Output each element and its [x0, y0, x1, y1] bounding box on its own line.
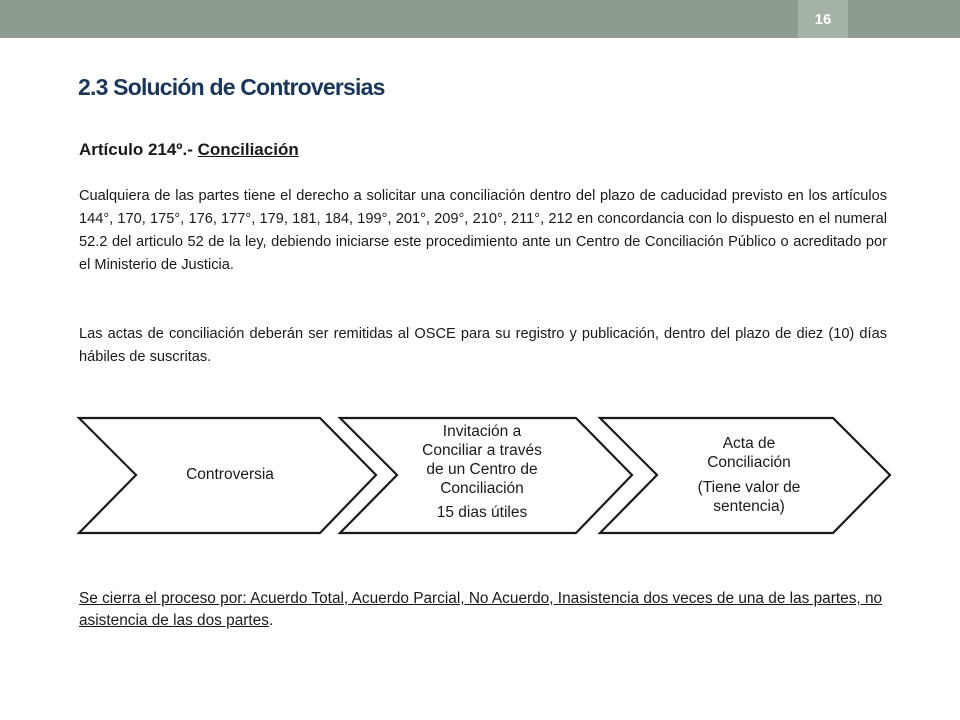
flow-step-3-line: Acta de: [722, 435, 776, 452]
flow-step-3: [663, 434, 835, 516]
flow-step-3-line: (Tiene valor de: [697, 479, 801, 496]
paragraph-1: Cualquiera de las partes tiene el derecho a solicitar una conciliación dentro del plazo de caducidad previsto en los artículos 144°, 170, 175°, 176, 177°, 179, 181, 184, 199°, 201°, 209°, 210°, 211°, 212 en concordancia con lo dispuesto en el numeral 52.2 del articulo 52 de la ley, debiendo iniciarse este procedimiento ante un Centro de Conciliación Público o acreditado por el Ministerio de Justicia.: [79, 188, 887, 273]
flow-step-2-line: 15 dias útiles: [436, 504, 528, 521]
page-number: 16: [798, 0, 848, 38]
flow-step-2-line: Invitación a: [442, 423, 522, 440]
closing-statement: [79, 588, 887, 632]
flow-step-2-line: Conciliar a través: [422, 442, 542, 459]
flow-step-3-line: Conciliación: [707, 454, 791, 471]
article-prefix: Artículo 214º.-: [79, 140, 193, 159]
paragraph-2: Las actas de conciliación deberán ser remitidas al OSCE para su registro y publicación, dentro del plazo de diez (10) días hábiles de suscritas.: [79, 326, 887, 365]
flow-step-3-line: sentencia): [713, 498, 785, 515]
flow-step-2-line: de un Centro de: [426, 461, 538, 478]
flow-step-2-line: Conciliación: [440, 480, 524, 497]
closing-text: Se cierra el proceso por: Acuerdo Total, Acuerdo Parcial, No Acuerdo, Inasistencia dos veces de una de las partes, no asistencia de las dos partes: [79, 590, 883, 629]
article-name: Conciliación: [197, 140, 299, 159]
closing-period: .: [268, 612, 274, 629]
slide-title: 2.3 Solución de Controversias: [78, 74, 385, 100]
flow-step-1: [150, 465, 310, 484]
flow-step-1-line: Controversia: [186, 466, 274, 483]
flow-step-2: [396, 422, 568, 522]
